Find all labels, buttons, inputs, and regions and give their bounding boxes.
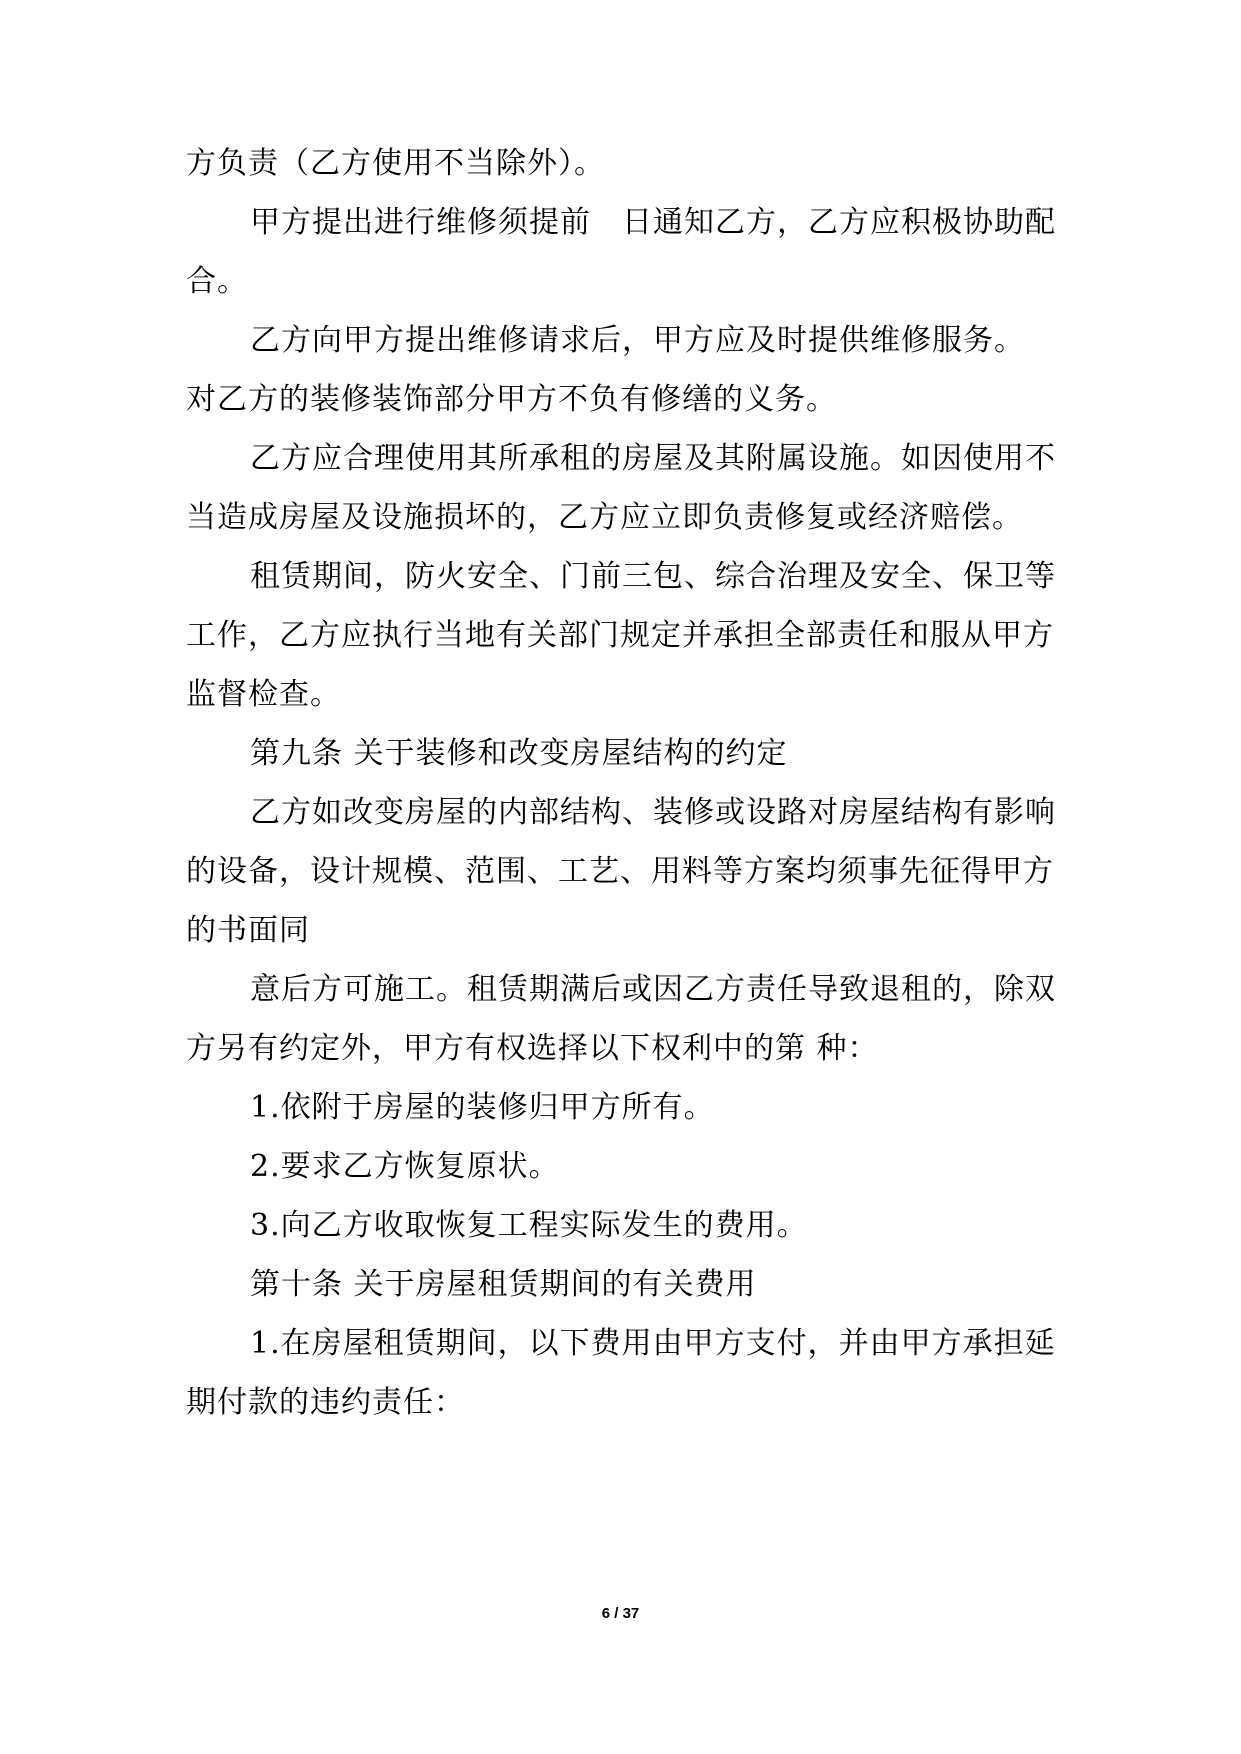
text-line: 乙方如改变房屋的内部结构、装修或设路对房屋结构有影响 — [250, 795, 1056, 830]
text-line: 期付款的违约责任： — [186, 1385, 465, 1420]
text-line: 当造成房屋及设施损坏的，乙方应立即负责修复或经济赔偿。 — [186, 500, 1023, 535]
text-line: 乙方应合理使用其所承租的房屋及其附属设施。如因使用不 — [250, 441, 1056, 476]
section-heading: 第九条 关于装修和改变房屋结构的约定 — [250, 736, 788, 771]
text-line: 的书面同 — [186, 913, 310, 948]
list-item: 1.在房屋租赁期间，以下费用由甲方支付，并由甲方承担延 — [250, 1326, 1056, 1361]
list-item: 2.要求乙方恢复原状。 — [250, 1149, 560, 1184]
text-line: 租赁期间，防火安全、门前三包、综合治理及安全、保卫等 — [250, 559, 1056, 594]
text-line: 甲方提出进行维修须提前 日通知乙方，乙方应积极协助配 — [250, 205, 1056, 240]
text-line: 监督检查。 — [186, 677, 341, 712]
page-number: 6 / 37 — [601, 1605, 640, 1622]
text-line: 的设备，设计规模、范围、工艺、用料等方案均须事先征得甲方 — [186, 854, 1054, 889]
list-item: 1.依附于房屋的装修归甲方所有。 — [250, 1090, 715, 1125]
text-line: 方另有约定外，甲方有权选择以下权利中的第 种： — [186, 1031, 879, 1066]
section-heading: 第十条 关于房屋租赁期间的有关费用 — [250, 1267, 757, 1302]
list-item: 3.向乙方收取恢复工程实际发生的费用。 — [250, 1208, 808, 1243]
text-line: 方负责（乙方使用不当除外）。 — [186, 146, 605, 181]
text-line: 意后方可施工。租赁期满后或因乙方责任导致退租的，除双 — [250, 972, 1056, 1007]
text-line: 乙方向甲方提出维修请求后，甲方应及时提供维修服务。 — [250, 323, 1025, 358]
text-line: 对乙方的装修装饰部分甲方不负有修缮的义务。 — [186, 382, 837, 417]
text-line: 工作，乙方应执行当地有关部门规定并承担全部责任和服从甲方 — [186, 618, 1054, 653]
text-line: 合。 — [186, 264, 248, 299]
